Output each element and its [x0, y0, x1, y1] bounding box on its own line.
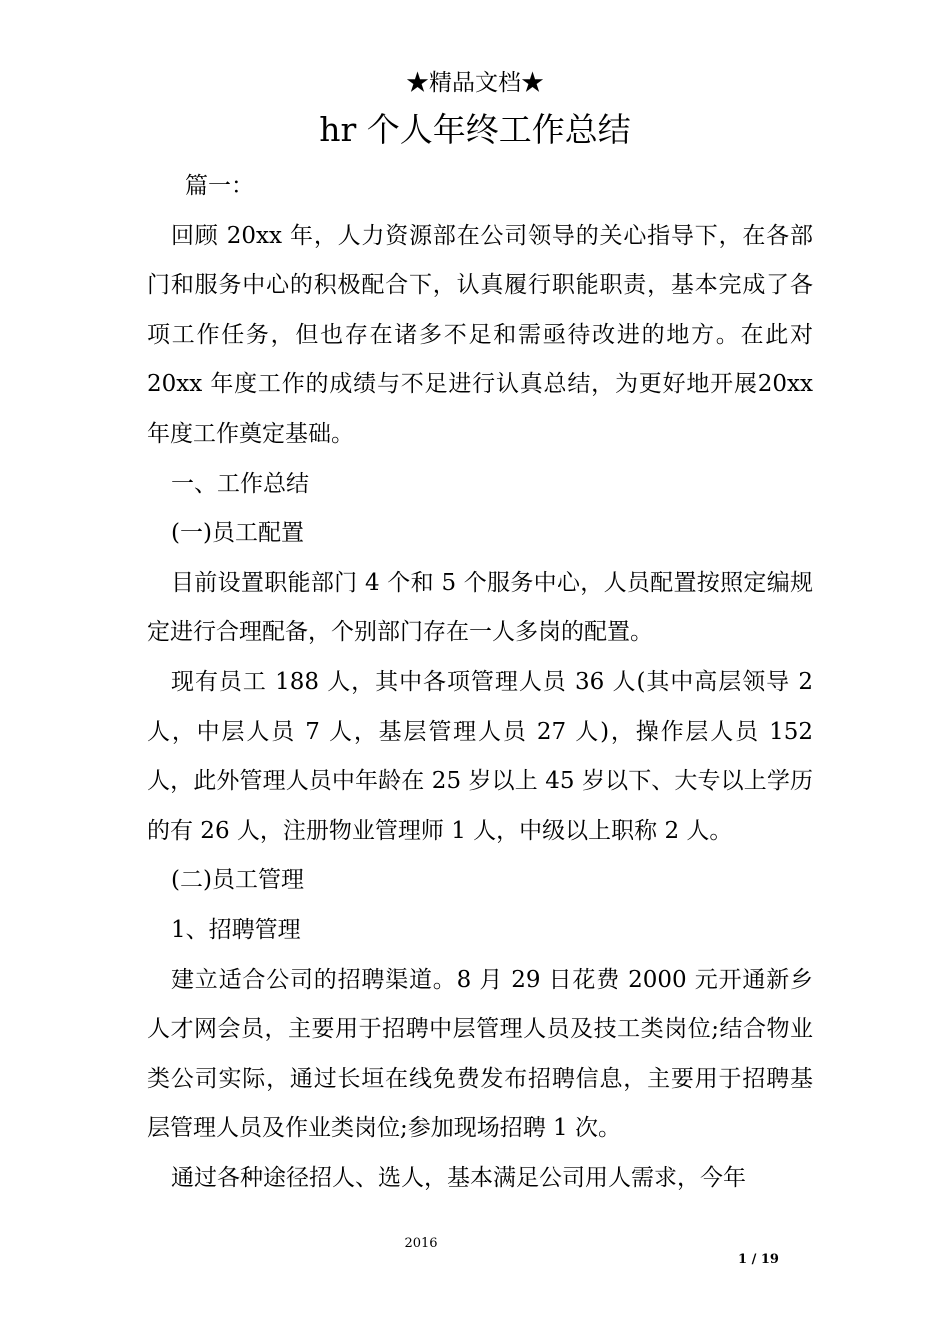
document-title: hr 个人年终工作总结	[319, 110, 631, 149]
paragraph: 回顾 20xx 年，人力资源部在公司领导的关心指导下，在各部门和服务中心的积极配合下，认真履行职能职责，基本完成了各项工作任务，但也存在诸多不足和需亟待改进的地方。在此对 20xx 年度工作的成绩与不足进行认真总结，为更好地开展20xx 年度工作奠定基础。	[147, 222, 813, 447]
heading-recruitment: 1、招聘管理	[171, 916, 301, 943]
paragraph: 建立适合公司的招聘渠道。8 月 29 日花费 2000 元开通新乡人才网会员，主要用于招聘中层管理人员及技工类岗位;结合物业类公司实际，通过长垣在线免费发布招聘信息，主要用于招聘基层管理人员及作业类岗位;参加现场招聘 1 次。	[147, 966, 813, 1142]
paragraph: 目前设置职能部门 4 个和 5 个服务中心，人员配置按照定编规定进行合理配备，个别部门存在一人多岗的配置。	[147, 569, 813, 646]
section-label: 篇一：	[185, 173, 254, 199]
heading-staff-allocation: (一)员工配置	[171, 520, 304, 547]
header-mark: ★精品文档★	[406, 70, 544, 96]
paragraph: 现有员工 188 人，其中各项管理人员 36 人(其中高层领导 2 人，中层人员 7 人，基层管理人员 27 人)，操作层人员 152 人，此外管理人员中年龄在 25 岁以上 45 岁以下、大专以上学历的有 26 人，注册物业管理师 1 人，中级以上职称 2 人。	[147, 668, 813, 844]
paragraph: 通过各种途径招人、选人，基本满足公司用人需求，今年	[171, 1164, 746, 1191]
document-body	[147, 162, 813, 1203]
heading-staff-management: (二)员工管理	[171, 867, 304, 894]
heading-work-summary: 一、工作总结	[171, 470, 309, 497]
footer-year: 2016	[404, 1236, 438, 1251]
page-number: 1 / 19	[738, 1252, 779, 1267]
